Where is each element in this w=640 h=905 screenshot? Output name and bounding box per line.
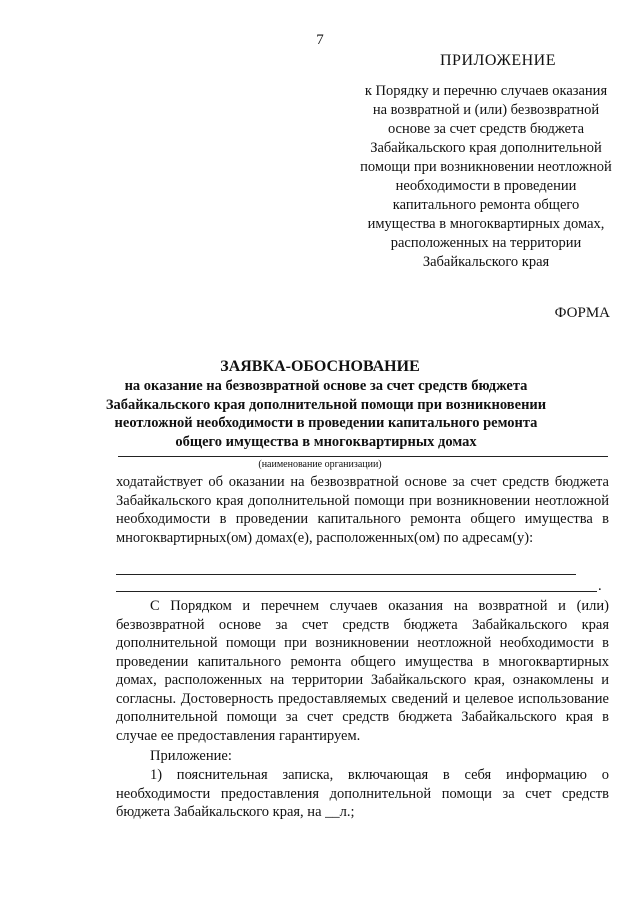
organization-name-line (118, 456, 608, 457)
organization-name-caption: (наименование организации) (258, 459, 382, 470)
request-paragraph: ходатайствует об оказании на безвозвратной основе за счет средств бюджета Забайкальского края дополнительной помощи при возникновении неотложной необходимости в проведении капитального ремонта общего имущества в многоквартирных(ом) домах(е), расположенных(ом) по адресам(у): (116, 474, 609, 546)
form-label: ФОРМА (554, 305, 610, 321)
address-line-1 (116, 574, 576, 575)
appendix-description: к Порядку и перечню случаев оказания на возвратной и (или) безвозвратной основе за счет средств бюджета Забайкальского края дополнительной помощи при возникновении неотложной необходимости в проведении капитального ремонта общего имущества в многоквартирных домах, расположенных на территории Забайкальского края (360, 83, 612, 270)
address-line-2 (116, 591, 597, 592)
document-subtitle: на оказание на безвозвратной основе за счет средств бюджета Забайкальского края дополнительной помощи при возникновении неотложной необходимости в проведении капитального ремонта общего имущества в многоквартирных домах (105, 378, 547, 450)
attachments-heading: Приложение: (150, 748, 232, 764)
appendix-title: ПРИЛОЖЕНИЕ (440, 52, 557, 69)
attachment-item-1: 1) пояснительная записка, включающая в себя информацию о необходимости предоставления дополнительной помощи за счет средств бюджета Забайкальского края, на __л.; (116, 767, 609, 820)
page-number: 7 (316, 32, 324, 48)
address-end-mark: . (598, 578, 602, 594)
agreement-paragraph: С Порядком и перечнем случаев оказания на возвратной и (или) безвозвратной основе за счет средств бюджета Забайкальского края дополнительной помощи при возникновении неотложной необходимости в проведении капитального ремонта общего имущества в многоквартирных домах, расположенных на территории Забайкальского края, ознакомлены и согласны. Достоверность предоставляемых сведений и целевое использование дополнительной помощи за счет средств бюджета Забайкальского края в случае ее предоставления гарантируем. (116, 598, 609, 744)
document-title: ЗАЯВКА-ОБОСНОВАНИЕ (220, 358, 420, 375)
